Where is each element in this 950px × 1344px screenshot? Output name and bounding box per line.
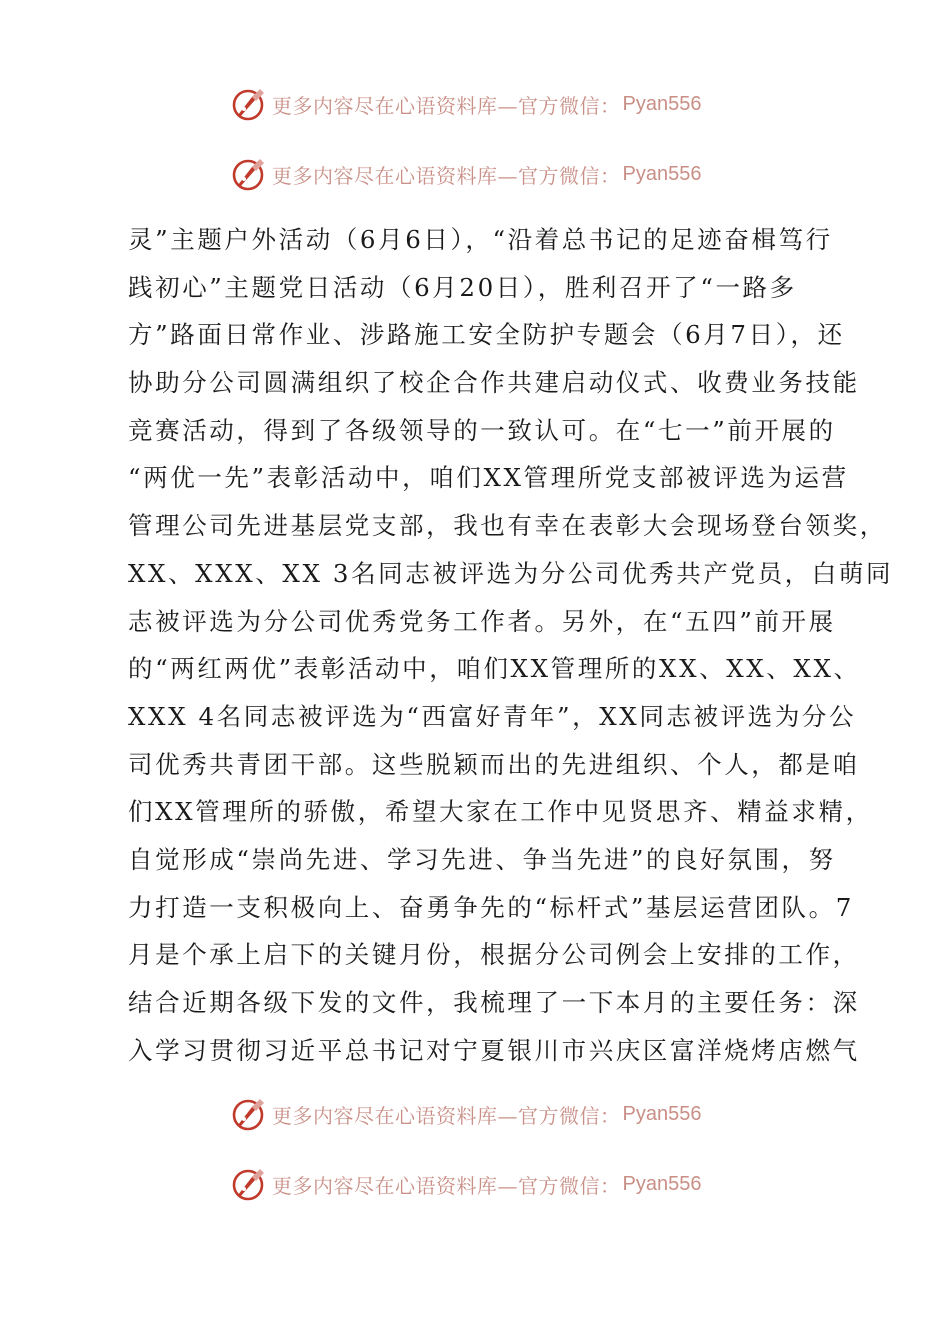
text-line: 结合近期各级下发的文件，我梳理了一下本月的主要任务：深 xyxy=(128,988,860,1017)
watermark-wechat-id: Pyan556 xyxy=(622,162,702,185)
watermark-wechat-id: Pyan556 xyxy=(622,92,702,115)
watermark-banner xyxy=(230,1164,750,1204)
watermark-banner xyxy=(230,154,750,194)
body-paragraph xyxy=(128,216,894,1074)
watermark-text: 更多内容尽在心语资料库—官方微信： xyxy=(272,1173,621,1198)
watermark-wechat-id: Pyan556 xyxy=(622,1102,702,1125)
text-line: “两优一先”表彰活动中，咱们XX管理所党支部被评选为运营 xyxy=(128,463,849,493)
text-line: 协助分公司圆满组织了校企合作共建启动仪式、收费业务技能 xyxy=(128,368,860,398)
pen-nib-logo-icon xyxy=(230,85,268,123)
pen-nib-logo-icon xyxy=(230,155,268,193)
text-line: 竞赛活动，得到了各级领导的一致认可。在“七一”前开展的 xyxy=(128,415,836,445)
text-line: 方”路面日常作业、涉路施工安全防护专题会（6月7日），还 xyxy=(128,320,845,350)
watermark-text: 更多内容尽在心语资料库—官方微信： xyxy=(272,1103,621,1128)
watermark-text: 更多内容尽在心语资料库—官方微信： xyxy=(272,163,621,188)
watermark-banner xyxy=(230,1094,750,1134)
watermark-text: 更多内容尽在心语资料库—官方微信： xyxy=(272,93,621,118)
text-line: 自觉形成“崇尚先进、学习先进、争当先进”的良好氛围，努 xyxy=(128,844,836,874)
text-line: 司优秀共青团干部。这些脱颖而出的先进组织、个人，都是咱 xyxy=(128,749,860,779)
text-line: 践初心”主题党日活动（6月20日），胜利召开了“一路多 xyxy=(128,272,797,302)
watermark-banner xyxy=(230,84,750,124)
pen-nib-logo-icon xyxy=(230,1165,268,1203)
text-line: 灵”主题户外活动（6月6日），“沿着总书记的足迹奋楫笃行 xyxy=(128,225,833,254)
pen-nib-logo-icon xyxy=(230,1095,268,1133)
text-line: 们XX管理所的骄傲，希望大家在工作中见贤思齐、精益求精， xyxy=(128,797,873,827)
text-line: 的“两红两优”表彰活动中，咱们XX管理所的XX、XX、XX、 xyxy=(128,654,861,684)
text-line: XXX 4名同志被评选为“西富好青年”，XX同志被评选为分公 xyxy=(128,701,857,731)
text-line: 月是个承上启下的关键月份，根据分公司例会上安排的工作， xyxy=(128,940,860,970)
watermark-wechat-id: Pyan556 xyxy=(622,1172,702,1195)
text-line: XX、XXX、XX 3名同志被评选为分公司优秀共产党员，白萌同 xyxy=(128,558,894,588)
text-line: 力打造一支积极向上、奋勇争先的“标杆式”基层运营团队。7 xyxy=(128,892,854,922)
text-line: 志被评选为分公司优秀党务工作者。另外，在“五四”前开展 xyxy=(128,606,836,636)
text-line: 入学习贯彻习近平总书记对宁夏银川市兴庆区富洋烧烤店燃气 xyxy=(128,1035,860,1065)
text-line: 管理公司先进基层党支部，我也有幸在表彰大会现场登台领奖， xyxy=(128,511,887,541)
